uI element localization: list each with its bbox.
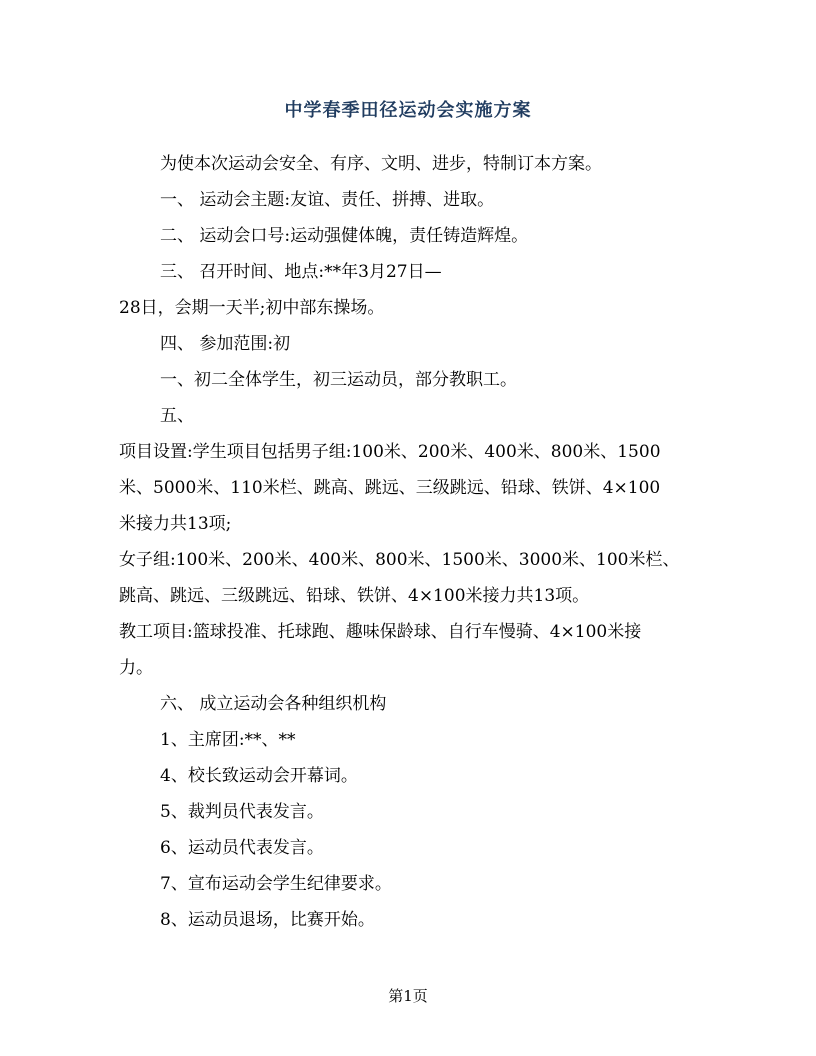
paragraph-line: 一、 运动会主题:友谊、责任、拼搏、进取。 (160, 190, 495, 210)
paragraph-line: 女子组:100米、200米、400米、800米、1500米、3000米、100米栏、 (119, 550, 680, 570)
paragraph-line: 项目设置:学生项目包括男子组:100米、200米、400米、800米、1500 (119, 442, 661, 462)
paragraph-line: 8、运动员退场，比赛开始。 (160, 910, 375, 930)
paragraph-line: 5、裁判员代表发言。 (160, 802, 324, 822)
paragraph-line: 4、校长致运动会开幕词。 (160, 766, 358, 786)
paragraph-line: 四、 参加范围:初 (160, 334, 291, 354)
paragraph-line: 为使本次运动会安全、有序、文明、进步，特制订本方案。 (160, 154, 602, 174)
paragraph-line: 28日，会期一天半;初中部东操场。 (119, 298, 385, 318)
paragraph-line: 6、运动员代表发言。 (160, 838, 324, 858)
document-body (119, 146, 709, 938)
paragraph-line: 六、 成立运动会各种组织机构 (160, 694, 387, 714)
paragraph-line: 三、 召开时间、地点:**年3月27日— (160, 262, 442, 282)
paragraph-line: 7、宣布运动会学生纪律要求。 (160, 874, 392, 894)
document-title: 中学春季田径运动会实施方案 (284, 100, 532, 121)
paragraph-line: 1、主席团:**、** (160, 730, 296, 750)
paragraph-line: 跳高、跳远、三级跳远、铅球、铁饼、4×100米接力共13项。 (119, 586, 590, 606)
paragraph-line: 力。 (119, 658, 153, 678)
paragraph-line: 五、 (160, 406, 194, 426)
page-number: 第1页 (388, 987, 428, 1005)
paragraph-line: 教工项目:篮球投准、托球跑、趣味保龄球、自行车慢骑、4×100米接 (119, 622, 642, 642)
paragraph-line: 一、初二全体学生，初三运动员，部分教职工。 (160, 370, 517, 390)
paragraph-line: 二、 运动会口号:运动强健体魄，责任铸造辉煌。 (160, 226, 529, 246)
paragraph-line: 米、5000米、110米栏、跳高、跳远、三级跳远、铅球、铁饼、4×100 (119, 478, 661, 498)
paragraph-line: 米接力共13项; (119, 514, 232, 534)
